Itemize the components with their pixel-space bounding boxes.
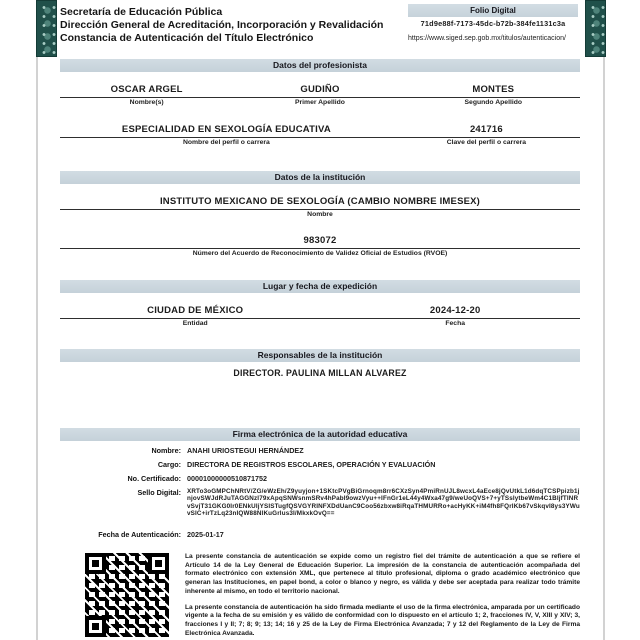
border-ornament-right <box>585 0 606 57</box>
label-firma-nombre: Nombre: <box>151 446 181 455</box>
verification-url: https://www.siged.sep.gob.mx/titulos/autenticacion/ <box>408 35 566 42</box>
signature-row-nombre <box>60 446 580 455</box>
qr-code <box>85 553 169 637</box>
label-sello-digital: Sello Digital: <box>137 488 181 497</box>
label-firma-cargo: Cargo: <box>157 460 181 469</box>
field-segundo-apellido: MONTES <box>472 84 515 95</box>
label-fecha-expedicion: Fecha <box>445 320 466 327</box>
field-nombres: OSCAR ARGEL <box>110 84 183 95</box>
label-entidad: Entidad <box>182 320 208 327</box>
label-carrera: Nombre del perfil o carrera <box>182 139 270 146</box>
field-firma-nombre: ANAHI URIOSTEGUI HERNÁNDEZ <box>187 446 304 455</box>
signature-row-cargo <box>60 460 580 469</box>
field-director: DIRECTOR. PAULINA MILLAN ALVAREZ <box>233 368 407 378</box>
label-rvoe: Número del Acuerdo de Reconocimiento de Validez Oficial de Estudios (RVOE) <box>192 250 448 257</box>
section-title-firma: Firma electrónica de la autoridad educativa <box>60 428 580 441</box>
section-title-profesionista: Datos del profesionista <box>60 59 580 72</box>
field-sello-digital: XRTo3oGMPChNRtV/ZG/eWzEh/Z9yuyjon+1SKtcPVgBiGrnoqm8rr6CXzSyn4PmiRnUJL8wcxL4aEce8jQvUtkL1d6dqTCSPpizb1jnjovSWJdRJuTAGGNzI79xApqSNWsnmSRv4hPabI9owzVyu++IFnGr1eL44y4Wxa47g9/weUoQVS+7+yTSslytbeWm4C1BIjfTINRvSvjT31GKG0Ir0ENkUIjYSISTugfQSVGYRINFXDdUanC9Coo56zbxw8iRqaTHMURRo+acHyKK+iM4fh8FQrIKb67vSkqvI8ys3YWuvSIC+irTzLq23nIQW88NIKuGrlus3I/MkxkOvQ== <box>187 488 580 517</box>
signature-details <box>60 446 580 544</box>
label-certificado: No. Certificado: <box>127 474 181 483</box>
qr-finder-pattern <box>85 616 106 637</box>
label-primer-apellido: Primer Apellido <box>294 99 345 106</box>
legal-text-block <box>185 553 580 640</box>
header-secretaria: Secretaría de Educación Pública <box>60 6 223 18</box>
field-institucion-nombre: INSTITUTO MEXICANO DE SEXOLOGÍA (CAMBIO NOMBRE IMESEX) <box>159 196 481 207</box>
field-rvoe: 983072 <box>303 235 337 246</box>
field-clave-carrera: 241716 <box>469 124 503 135</box>
field-firma-cargo: DIRECTORA DE REGISTROS ESCOLARES, OPERACIÓN Y EVALUACIÓN <box>187 460 436 469</box>
label-fecha-autenticacion: Fecha de Autenticación: <box>98 530 181 540</box>
signature-row-sello <box>60 488 580 517</box>
label-institucion-nombre: Nombre <box>307 211 333 218</box>
institution-name-row <box>60 196 580 218</box>
field-underline <box>60 137 580 138</box>
label-nombres: Nombre(s) <box>129 99 164 106</box>
signature-row-certificado <box>60 474 580 483</box>
qr-finder-pattern <box>85 553 106 574</box>
label-clave-carrera: Clave del perfil o carrera <box>446 139 527 146</box>
field-entidad: CIUDAD DE MÉXICO <box>147 305 244 316</box>
career-fields-row <box>60 124 580 146</box>
field-underline <box>60 209 580 210</box>
field-underline <box>60 97 580 98</box>
section-title-expedicion: Lugar y fecha de expedición <box>60 280 580 293</box>
field-underline <box>60 318 580 319</box>
folio-digital-value: 71d9e88f-7173-45dc-b72b-384fe1131c3a <box>420 19 566 28</box>
border-ornament-left <box>36 0 57 57</box>
expedition-row <box>60 305 580 327</box>
field-primer-apellido: GUDIÑO <box>300 84 340 95</box>
header-constancia: Constancia de Autenticación del Título Electrónico <box>60 32 314 44</box>
folio-digital-label: Folio Digital <box>408 4 578 17</box>
name-fields-row <box>60 84 580 106</box>
section-title-responsables: Responsables de la institución <box>60 349 580 362</box>
field-underline <box>60 248 580 249</box>
field-fecha-expedicion: 2024-12-20 <box>429 305 481 316</box>
section-title-institucion: Datos de la institución <box>60 171 580 184</box>
field-fecha-autenticacion: 2025-01-17 <box>187 530 224 540</box>
rvoe-row <box>60 235 580 257</box>
signature-row-fecha-autenticacion <box>60 530 580 539</box>
page-edge-right <box>603 0 605 640</box>
label-segundo-apellido: Segundo Apellido <box>464 99 523 106</box>
header-direccion: Dirección General de Acreditación, Incorporación y Revalidación <box>60 19 384 31</box>
folio-digital-box <box>408 4 578 42</box>
page-edge-left <box>36 0 38 640</box>
legal-paragraph-2: La presente constancia de autenticación ha sido firmada mediante el uso de la firma electrónica, amparada por un certificado vigente a la fecha de su emisión y es válido de conformidad con lo dispuesto en el artículo 1; 2, fracciones IV, V, XIII y XIV; 3, fracciones I y II; 7; 8; 9; 13; 14; 16 y 25 de la Ley de Firma Electrónica Avanzada; 7 y 12 del Reglamento de la Ley de Firma Electrónica Avanzada. <box>185 603 580 637</box>
field-certificado: 00001000000510871752 <box>187 474 267 483</box>
document-header <box>60 6 410 45</box>
field-carrera: ESPECIALIDAD EN SEXOLOGÍA EDUCATIVA <box>121 124 331 135</box>
legal-paragraph-1: La presente constancia de autenticación se expide como un registro fiel del trámite de autenticación a que se refiere el Artículo 14 de la Ley General de Educación Superior. La impresión de la constancia de autenticación acompañada del formato electrónico con extensión XML, que pertenece al título profesional, diploma o grado académico electrónico que generan las Instituciones, en papel bond, a color o blanco y negro, es válida y debe ser aceptada para realizar todo trámite inherente al mismo, en todo el territorio nacional. <box>185 553 580 595</box>
qr-finder-pattern <box>148 553 169 574</box>
